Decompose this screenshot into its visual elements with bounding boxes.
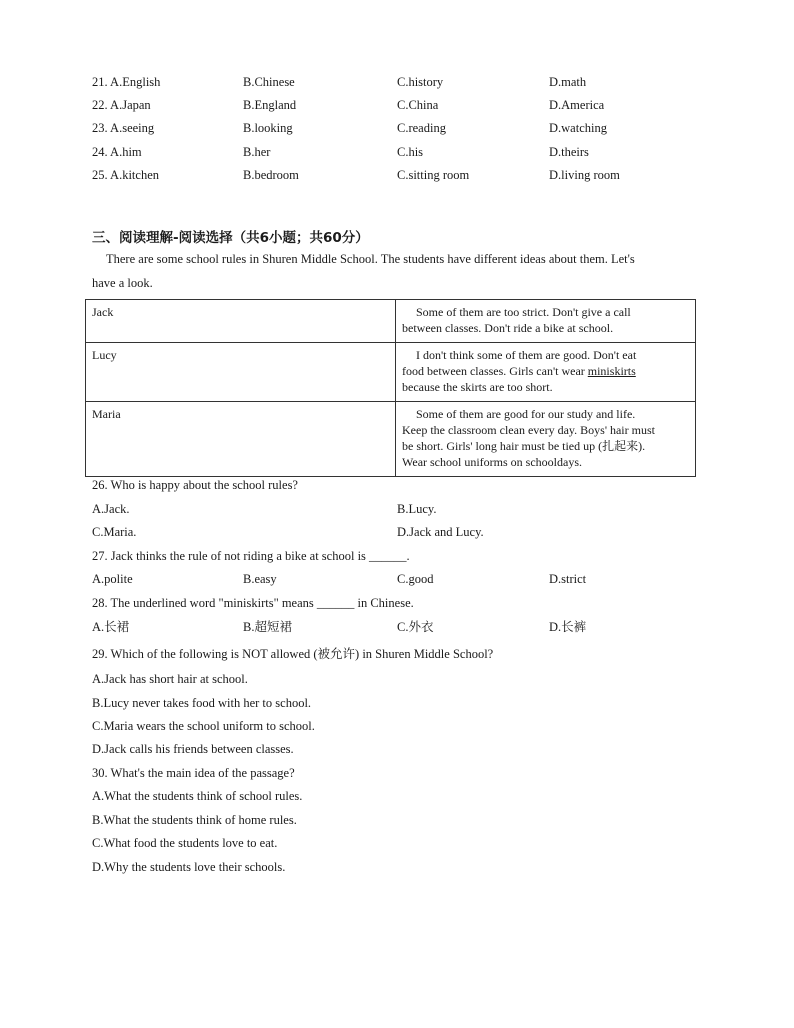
- q28-option-d: D.长裤: [549, 620, 587, 634]
- opinion-line: Keep the classroom clean every day. Boys' hair must: [402, 423, 655, 437]
- q30-option-d: D.Why the students love their schools.: [92, 860, 286, 874]
- q22-option-b: B.England: [243, 98, 297, 112]
- student-opinion: [396, 300, 696, 343]
- intro-line-2: have a look.: [92, 276, 153, 290]
- q21-option-b: B.Chinese: [243, 75, 295, 89]
- q23-option-b: B.looking: [243, 121, 293, 135]
- q26-option-b: B.Lucy.: [397, 502, 437, 516]
- opinion-line: [402, 363, 689, 379]
- underlined-word: miniskirts: [587, 364, 636, 378]
- opinion-line: be short. Girls' long hair must be tied up (扎起来).: [402, 439, 646, 453]
- opinion-line: Some of them are too strict. Don't give a call: [416, 305, 631, 319]
- q28-option-b: B.超短裙: [243, 620, 292, 634]
- table-row: [86, 343, 696, 402]
- student-opinion: [396, 343, 696, 402]
- q23-option-c: C.reading: [397, 121, 446, 135]
- q29-option-a: A.Jack has short hair at school.: [92, 672, 248, 686]
- q30-stem: 30. What's the main idea of the passage?: [92, 766, 295, 780]
- q22-option-d: D.America: [549, 98, 605, 112]
- q24-option-a: 24. A.him: [92, 145, 142, 159]
- q21-option-d: D.math: [549, 75, 587, 89]
- q30-option-a: A.What the students think of school rules.: [92, 789, 303, 803]
- table-row: [86, 300, 696, 343]
- section-heading: 三、阅读理解-阅读选择（共6小题；共60分）: [92, 230, 369, 246]
- q26-option-c: C.Maria.: [92, 525, 137, 539]
- opinion-line: Wear school uniforms on schooldays.: [402, 455, 582, 469]
- q26-option-d: D.Jack and Lucy.: [397, 525, 484, 539]
- q28-stem: 28. The underlined word "miniskirts" means ______ in Chinese.: [92, 596, 414, 610]
- q27-stem: 27. Jack thinks the rule of not riding a bike at school is ______.: [92, 549, 410, 563]
- opinion-line: because the skirts are too short.: [402, 380, 553, 394]
- intro-line-1: There are some school rules in Shuren Middle School. The students have different ideas about them. Let's: [106, 252, 635, 266]
- student-name: Lucy: [86, 343, 396, 402]
- q29-stem: 29. Which of the following is NOT allowed (被允许) in Shuren Middle School?: [92, 647, 494, 661]
- q25-option-d: D.living room: [549, 168, 620, 182]
- q27-option-c: C.good: [397, 572, 434, 586]
- table-row: [86, 402, 696, 477]
- student-name: Maria: [86, 402, 396, 477]
- q24-option-d: D.theirs: [549, 145, 589, 159]
- q28-option-a: A.长裙: [92, 620, 130, 634]
- q25-option-b: B.bedroom: [243, 168, 299, 182]
- q26-stem: 26. Who is happy about the school rules?: [92, 478, 298, 492]
- q23-option-a: 23. A.seeing: [92, 121, 155, 135]
- q22-option-c: C.China: [397, 98, 439, 112]
- opinion-line: I don't think some of them are good. Don't eat: [416, 348, 637, 362]
- q24-option-c: C.his: [397, 145, 424, 159]
- q29-option-b: B.Lucy never takes food with her to school.: [92, 696, 312, 710]
- q30-option-b: B.What the students think of home rules.: [92, 813, 297, 827]
- q27-option-b: B.easy: [243, 572, 277, 586]
- q26-option-a: A.Jack.: [92, 502, 130, 516]
- q28-option-c: C.外衣: [397, 620, 434, 634]
- q25-option-a: 25. A.kitchen: [92, 168, 160, 182]
- q29-option-c: C.Maria wears the school uniform to school.: [92, 719, 315, 733]
- q21-option-c: C.history: [397, 75, 444, 89]
- student-name: Jack: [86, 300, 396, 343]
- opinion-line: Some of them are good for our study and life.: [416, 407, 636, 421]
- q27-option-d: D.strict: [549, 572, 587, 586]
- student-opinion: [396, 402, 696, 477]
- q25-option-c: C.sitting room: [397, 168, 470, 182]
- q22-option-a: 22. A.Japan: [92, 98, 151, 112]
- opinion-line: between classes. Don't ride a bike at school.: [402, 321, 614, 335]
- q24-option-b: B.her: [243, 145, 271, 159]
- q21-option-a: 21. A.English: [92, 75, 161, 89]
- q27-option-a: A.polite: [92, 572, 133, 586]
- opinions-table: [85, 299, 696, 477]
- q23-option-d: D.watching: [549, 121, 607, 135]
- opinion-text: food between classes. Girls can't wear: [402, 364, 588, 378]
- q30-option-c: C.What food the students love to eat.: [92, 836, 278, 850]
- q29-option-d: D.Jack calls his friends between classes.: [92, 742, 294, 756]
